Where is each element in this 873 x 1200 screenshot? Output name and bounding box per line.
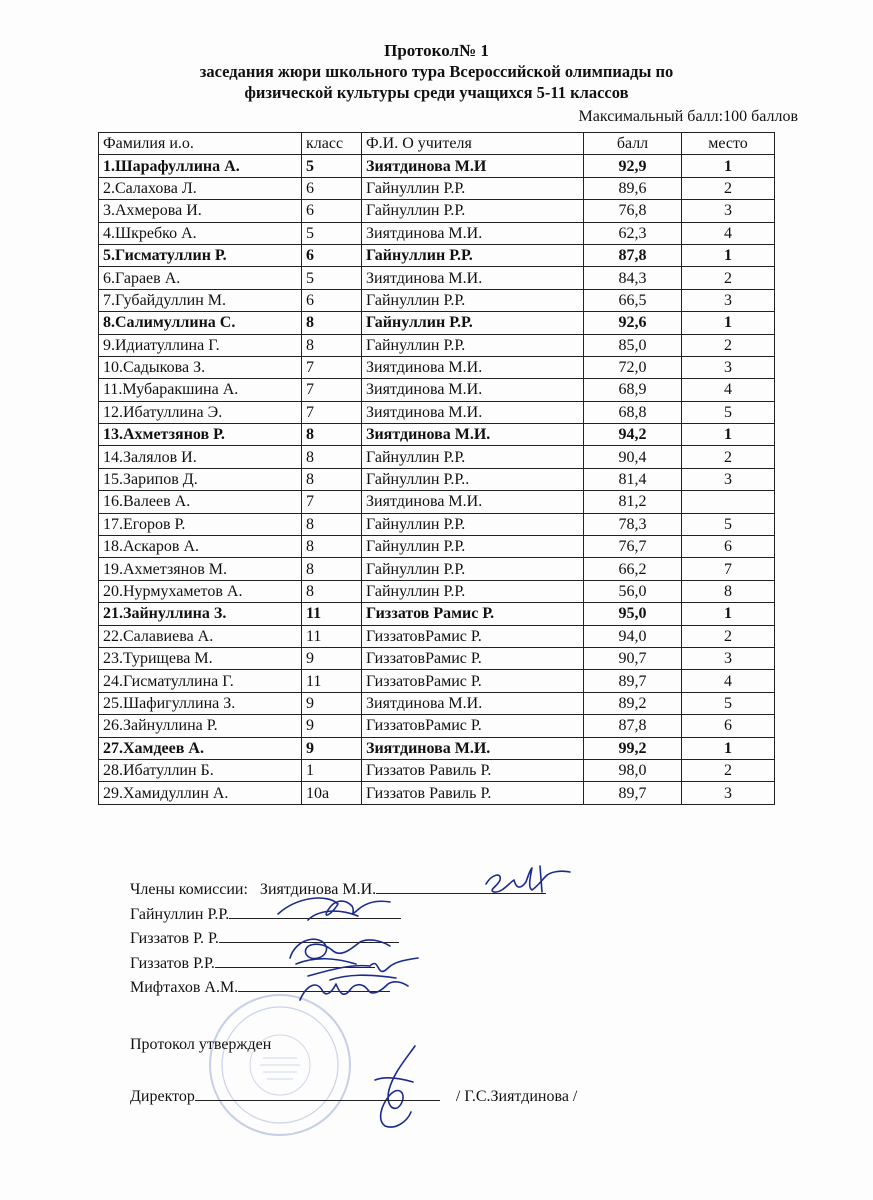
document-subtitle-line-1: заседания жюри школьного тура Всероссийской олимпиады по — [199, 62, 674, 81]
cell-score: 81,2 — [584, 491, 682, 513]
header-teacher: Ф.И. О учителя — [362, 133, 584, 155]
cell-grade: 8 — [302, 580, 362, 602]
cell-score: 72,0 — [584, 356, 682, 378]
table-row — [99, 334, 775, 356]
cell-teacher: ГиззатовРамис Р. — [362, 647, 584, 669]
cell-grade: 10а — [302, 782, 362, 804]
cell-place: 6 — [682, 715, 775, 737]
cell-name: 15.Зарипов Д. — [99, 468, 302, 490]
cell-grade: 8 — [302, 312, 362, 334]
document-title: Протокол№ 1 — [384, 41, 489, 60]
signature-ziyatdinova — [480, 862, 575, 898]
cell-place: 8 — [682, 580, 775, 602]
director-label: Директор — [130, 1088, 195, 1105]
cell-grade: 8 — [302, 424, 362, 446]
table-row — [99, 737, 775, 759]
cell-name: 20.Нурмухаметов А. — [99, 580, 302, 602]
cell-grade: 7 — [302, 379, 362, 401]
cell-score: 94,0 — [584, 625, 682, 647]
cell-place: 4 — [682, 379, 775, 401]
cell-score: 90,4 — [584, 446, 682, 468]
cell-name: 6.Гараев А. — [99, 267, 302, 289]
cell-teacher: Гайнуллин Р.Р. — [362, 513, 584, 535]
cell-score: 92,9 — [584, 155, 682, 177]
cell-grade: 1 — [302, 759, 362, 781]
cell-score: 62,3 — [584, 222, 682, 244]
table-row — [99, 580, 775, 602]
cell-name: 14.Залялов И. — [99, 446, 302, 468]
cell-place: 3 — [682, 356, 775, 378]
cell-place: 6 — [682, 536, 775, 558]
table-row — [99, 244, 775, 266]
cell-score: 87,8 — [584, 244, 682, 266]
cell-name: 22.Салавиева А. — [99, 625, 302, 647]
table-row — [99, 289, 775, 311]
table-row — [99, 356, 775, 378]
cell-score: 94,2 — [584, 424, 682, 446]
table-row — [99, 759, 775, 781]
cell-grade: 8 — [302, 446, 362, 468]
cell-teacher: Гайнуллин Р.Р. — [362, 244, 584, 266]
max-score-note: Максимальный балл:100 баллов — [578, 108, 798, 125]
cell-name: 26.Зайнуллина Р. — [99, 715, 302, 737]
cell-teacher: Зиятдинова М.И. — [362, 356, 584, 378]
cell-teacher: Зиятдинова М.И. — [362, 737, 584, 759]
cell-grade: 8 — [302, 558, 362, 580]
cell-score: 85,0 — [584, 334, 682, 356]
cell-name: 1.Шарафуллина А. — [99, 155, 302, 177]
cell-place: 2 — [682, 446, 775, 468]
cell-place: 7 — [682, 558, 775, 580]
table-row — [99, 491, 775, 513]
cell-score: 68,8 — [584, 401, 682, 423]
cell-place: 2 — [682, 177, 775, 199]
cell-place: 4 — [682, 670, 775, 692]
cell-name: 3.Ахмерова И. — [99, 200, 302, 222]
cell-score: 98,0 — [584, 759, 682, 781]
cell-score: 89,2 — [584, 692, 682, 714]
table-row — [99, 401, 775, 423]
cell-teacher: Зиятдинова М.И. — [362, 222, 584, 244]
cell-name: 8.Салимуллина С. — [99, 312, 302, 334]
cell-place: 1 — [682, 424, 775, 446]
table-row — [99, 200, 775, 222]
cell-score: 56,0 — [584, 580, 682, 602]
table-row — [99, 603, 775, 625]
table-row — [99, 647, 775, 669]
cell-place: 1 — [682, 603, 775, 625]
cell-teacher: ГиззатовРамис Р. — [362, 625, 584, 647]
cell-name: 5.Гисматуллин Р. — [99, 244, 302, 266]
cell-teacher: Гайнуллин Р.Р. — [362, 289, 584, 311]
signature-miftahov — [292, 970, 412, 1010]
cell-grade: 6 — [302, 244, 362, 266]
cell-teacher: Гиззатов Рамис Р. — [362, 603, 584, 625]
cell-grade: 8 — [302, 536, 362, 558]
cell-place: 1 — [682, 312, 775, 334]
cell-grade: 11 — [302, 670, 362, 692]
cell-teacher: Гайнуллин Р.Р. — [362, 177, 584, 199]
cell-teacher: ГиззатовРамис Р. — [362, 670, 584, 692]
cell-place: 1 — [682, 244, 775, 266]
cell-grade: 8 — [302, 334, 362, 356]
cell-grade: 9 — [302, 737, 362, 759]
cell-place: 3 — [682, 289, 775, 311]
cell-name: 10.Садыкова З. — [99, 356, 302, 378]
cell-score: 87,8 — [584, 715, 682, 737]
cell-score: 76,8 — [584, 200, 682, 222]
cell-place: 2 — [682, 334, 775, 356]
cell-place: 2 — [682, 267, 775, 289]
commission-label: Члены комиссии: — [130, 881, 248, 898]
cell-teacher: Зиятдинова М.И. — [362, 491, 584, 513]
cell-grade: 7 — [302, 401, 362, 423]
cell-teacher: Гайнуллин Р.Р. — [362, 312, 584, 334]
cell-place: 5 — [682, 513, 775, 535]
cell-name: 18.Аскаров А. — [99, 536, 302, 558]
cell-teacher: Зиятдинова М.И — [362, 155, 584, 177]
cell-score: 66,5 — [584, 289, 682, 311]
cell-grade: 9 — [302, 715, 362, 737]
table-row — [99, 782, 775, 804]
signature-gainullin — [268, 890, 398, 930]
header-place: место — [682, 133, 775, 155]
cell-place: 2 — [682, 625, 775, 647]
approval-text: Протокол утвержден — [130, 1036, 272, 1053]
cell-name: 9.Идиатуллина Г. — [99, 334, 302, 356]
cell-name: 21.Зайнуллина З. — [99, 603, 302, 625]
cell-grade: 6 — [302, 289, 362, 311]
cell-place: 3 — [682, 647, 775, 669]
cell-place: 5 — [682, 692, 775, 714]
official-stamp — [205, 990, 355, 1140]
cell-name: 19.Ахметзянов М. — [99, 558, 302, 580]
cell-teacher: Зиятдинова М.И. — [362, 401, 584, 423]
member-name: Зиятдинова М.И. — [259, 881, 377, 898]
cell-grade: 8 — [302, 513, 362, 535]
cell-name: 17.Егоров Р. — [99, 513, 302, 535]
cell-teacher: Гиззатов Равиль Р. — [362, 759, 584, 781]
cell-name: 27.Хамдеев А. — [99, 737, 302, 759]
table-row — [99, 222, 775, 244]
cell-place: 2 — [682, 759, 775, 781]
cell-score: 89,7 — [584, 670, 682, 692]
cell-grade: 11 — [302, 603, 362, 625]
cell-teacher: ГиззатовРамис Р. — [362, 715, 584, 737]
cell-teacher: Зиятдинова М.И. — [362, 379, 584, 401]
cell-teacher: Гиззатов Равиль Р. — [362, 782, 584, 804]
table-row — [99, 379, 775, 401]
cell-teacher: Зиятдинова М.И. — [362, 692, 584, 714]
cell-score: 81,4 — [584, 468, 682, 490]
cell-score: 92,6 — [584, 312, 682, 334]
header-grade: класс — [302, 133, 362, 155]
cell-grade: 7 — [302, 491, 362, 513]
cell-name: 12.Ибатуллина Э. — [99, 401, 302, 423]
member-name: Мифтахов А.М. — [130, 979, 239, 996]
cell-name: 16.Валеев А. — [99, 491, 302, 513]
table-row — [99, 513, 775, 535]
cell-grade: 9 — [302, 647, 362, 669]
table-row — [99, 558, 775, 580]
cell-grade: 5 — [302, 155, 362, 177]
cell-grade: 5 — [302, 222, 362, 244]
cell-grade: 7 — [302, 356, 362, 378]
cell-score: 90,7 — [584, 647, 682, 669]
cell-score: 95,0 — [584, 603, 682, 625]
cell-score: 78,3 — [584, 513, 682, 535]
table-row — [99, 468, 775, 490]
table-row — [99, 177, 775, 199]
table-row — [99, 692, 775, 714]
table-row — [99, 267, 775, 289]
member-name: Гиззатов Р.Р. — [130, 954, 215, 972]
table-row — [99, 446, 775, 468]
table-row — [99, 424, 775, 446]
cell-grade: 6 — [302, 177, 362, 199]
cell-name: 2.Салахова Л. — [99, 177, 302, 199]
cell-teacher: Гайнуллин Р.Р. — [362, 580, 584, 602]
signature-line — [195, 1085, 440, 1101]
cell-place: 3 — [682, 200, 775, 222]
cell-score: 89,7 — [584, 782, 682, 804]
table-row — [99, 625, 775, 647]
member-name: Гайнуллин Р.Р. — [130, 905, 230, 923]
cell-grade: 8 — [302, 468, 362, 490]
table-row — [99, 312, 775, 334]
cell-name: 4.Шкребко А. — [99, 222, 302, 244]
cell-name: 23.Турищева М. — [99, 647, 302, 669]
document-header — [0, 40, 873, 103]
cell-place: 1 — [682, 155, 775, 177]
cell-name: 24.Гисматуллина Г. — [99, 670, 302, 692]
cell-place: 3 — [682, 468, 775, 490]
cell-grade: 5 — [302, 267, 362, 289]
cell-score: 76,7 — [584, 536, 682, 558]
cell-teacher: Гайнуллин Р.Р. — [362, 334, 584, 356]
cell-score: 84,3 — [584, 267, 682, 289]
cell-place: 5 — [682, 401, 775, 423]
director-line — [130, 1085, 577, 1106]
table-row — [99, 670, 775, 692]
cell-score: 68,9 — [584, 379, 682, 401]
cell-teacher: Зиятдинова М.И. — [362, 267, 584, 289]
cell-score: 99,2 — [584, 737, 682, 759]
cell-teacher: Гайнуллин Р.Р. — [362, 446, 584, 468]
header-score: балл — [584, 133, 682, 155]
cell-teacher: Гайнуллин Р.Р. — [362, 536, 584, 558]
cell-name: 7.Губайдуллин М. — [99, 289, 302, 311]
table-row — [99, 536, 775, 558]
cell-teacher: Гайнуллин Р.Р. — [362, 558, 584, 580]
cell-name: 11.Мубаракшина А. — [99, 379, 302, 401]
cell-name: 13.Ахметзянов Р. — [99, 424, 302, 446]
cell-teacher: Зиятдинова М.И. — [362, 424, 584, 446]
results-table — [98, 132, 775, 805]
cell-place — [682, 491, 775, 513]
cell-place: 1 — [682, 737, 775, 759]
cell-name: 25.Шафигуллина З. — [99, 692, 302, 714]
table-row — [99, 155, 775, 177]
cell-grade: 6 — [302, 200, 362, 222]
document-subtitle-line-2: физической культуры среди учащихся 5-11 классов — [244, 83, 629, 102]
cell-grade: 11 — [302, 625, 362, 647]
cell-name: 29.Хамидуллин А. — [99, 782, 302, 804]
cell-place: 4 — [682, 222, 775, 244]
cell-score: 66,2 — [584, 558, 682, 580]
member-name: Гиззатов Р. Р. — [130, 930, 219, 947]
cell-teacher: Гайнуллин Р.Р. — [362, 200, 584, 222]
table-row — [99, 715, 775, 737]
cell-place: 3 — [682, 782, 775, 804]
cell-score: 89,6 — [584, 177, 682, 199]
header-name: Фамилия и.о. — [99, 133, 302, 155]
cell-grade: 9 — [302, 692, 362, 714]
cell-teacher: Гайнуллин Р.Р.. — [362, 468, 584, 490]
table-header-row — [99, 133, 775, 155]
cell-name: 28.Ибатуллин Б. — [99, 759, 302, 781]
director-name: / Г.С.Зиятдинова / — [455, 1088, 578, 1105]
